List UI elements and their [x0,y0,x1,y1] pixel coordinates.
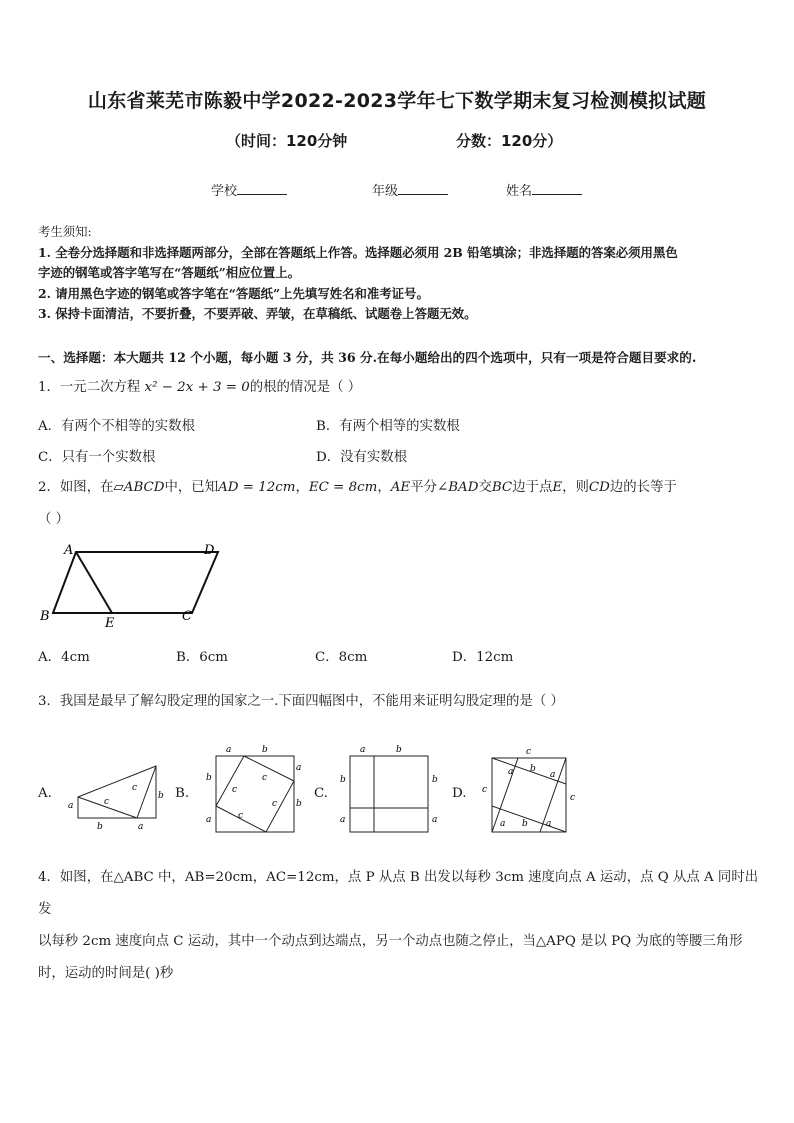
q3-figure-c [338,742,442,834]
page-title: 山东省莱芜市陈毅中学2022-2023学年七下数学期末复习检测模拟试题 [87,90,707,112]
label-a: a [138,822,144,832]
q2-angle: ∠BAD [436,480,479,495]
q3-figure-a [62,758,166,836]
q2-ec: EC = 8cm [308,480,378,495]
label-a: a [340,815,346,825]
vertex-a: A [64,543,74,558]
q2-text: 边的长等于 [609,480,677,495]
q1-option-c: C．只有一个实数根 [38,450,156,465]
q2-text: 边于点 [512,480,553,495]
q3-figure-b [204,742,304,834]
q2-text: 交 [478,480,492,495]
label-c: c [232,785,238,795]
label-b: b [432,775,438,785]
label-a: a [546,819,552,829]
label-b: b [262,745,268,755]
q2-text: ， [377,480,391,495]
label-a: a [226,745,232,755]
label-b: b [530,764,536,774]
q2-shape: ▱ABCD [113,480,165,495]
q2-text: 平分 [410,480,437,495]
vertex-d: D [204,543,215,558]
school-field [211,180,287,199]
exam-time: （时间：120分钟 [226,132,348,150]
grade-blank [398,182,448,195]
grade-label: 年级 [372,184,399,199]
school-label: 学校 [211,184,238,199]
q2-text: 2．如图，在 [38,480,114,495]
label-a: a [68,801,74,811]
q1-option-a: A．有两个不相等的实数根 [38,419,195,434]
question-4 [38,862,762,990]
q2-ae: AE [390,480,411,495]
label-b: b [296,799,302,809]
label-c: c [570,793,576,803]
parallelogram-figure [36,540,226,632]
q1-prefix: 1．一元二次方程 [38,380,141,395]
exam-notes [38,222,760,325]
exam-score: 分数：120分） [456,132,563,150]
q2-option-b: B．6cm [176,650,228,665]
label-c: c [272,799,278,809]
q2-option-c: C．8cm [315,650,368,665]
q4-line-3: 时，运动的时间是( )秒 [38,966,174,981]
label-a: a [508,767,514,777]
q4-line-2: 以每秒 2cm 速度向点 C 运动，其中一个动点到达端点，另一个动点也随之停止，当△APQ 是以 PQ 为底的等腰三角形 [38,934,743,949]
q3-option-a: A. [38,786,52,801]
label-b: b [340,775,346,785]
label-c: c [262,773,268,783]
q2-option-d: D．12cm [452,650,514,665]
grade-field [372,180,448,199]
school-blank [237,182,287,195]
label-b: b [522,819,528,829]
question-2 [38,478,760,498]
label-a: a [550,770,556,780]
q2-option-a: A．4cm [38,650,90,665]
q3-option-d: D. [452,786,467,801]
label-a: a [296,763,302,773]
q3-figure-d [478,744,580,836]
q2-text: ，则 [562,480,589,495]
q2-e: E [552,480,563,495]
label-c: c [526,747,532,757]
label-c: c [482,785,488,795]
vertex-e: E [105,616,115,631]
q3-option-c: C. [314,786,329,801]
question-3: 3．我国是最早了解勾股定理的国家之一.下面四幅图中，不能用来证明勾股定理的是（ ） [38,694,564,709]
q1-option-b: B．有两个相等的实数根 [316,419,460,434]
note-item-1a: 1. 全卷分选择题和非选择题两部分，全部在答题纸上作答。选择题必须用 2B 铅笔填涂；非选择题的答案必须用黑色 [38,244,678,260]
note-item-1b: 字迹的钢笔或答字笔写在“答题纸”相应位置上。 [38,265,301,280]
q3-option-b: B. [175,786,190,801]
label-a: a [500,819,506,829]
label-b: b [396,745,402,755]
label-b: b [206,773,212,783]
q2-text: 中，已知 [164,480,219,495]
q2-cd: CD [588,480,610,495]
name-field [506,180,582,199]
label-c: c [238,811,244,821]
q1-option-d: D．没有实数根 [316,450,408,465]
notes-heading: 考生须知: [38,224,92,239]
q2-bc: BC [491,480,513,495]
label-c: c [132,783,138,793]
note-item-2: 2. 请用黑色字迹的钢笔或答字笔在“答题纸”上先填写姓名和准考证号。 [38,285,429,301]
label-a: a [432,815,438,825]
label-a: a [206,815,212,825]
vertex-b: B [40,609,50,624]
q1-suffix: 的根的情况是（ ） [249,380,362,395]
vertex-c: C [182,609,192,624]
q2-text: ， [295,480,309,495]
label-b: b [158,791,164,801]
name-blank [532,182,582,195]
q2-ad: AD = 12cm [218,480,296,495]
q4-line-1: 4．如图，在△ABC 中，AB=20cm，AC=12cm，点 P 从点 B 出发以每秒 3cm 速度向点 A 运动，点 Q 从点 A 同时出发 [38,870,759,917]
label-b: b [97,822,103,832]
question-1 [38,378,361,398]
label-a: a [360,745,366,755]
section-heading: 一、选择题：本大题共 12 个小题，每小题 3 分，共 36 分.在每小题给出的四个选项中，只有一项是符合题目要求的. [38,350,697,365]
note-item-3: 3. 保持卡面清洁，不要折叠，不要弄破、弄皱，在草稿纸、试题卷上答题无效。 [38,306,477,321]
q1-equation: x² − 2x + 3 = 0 [144,380,250,395]
q2-blank: （ ） [38,512,70,527]
label-c: c [104,797,110,807]
name-label: 姓名 [506,184,533,199]
